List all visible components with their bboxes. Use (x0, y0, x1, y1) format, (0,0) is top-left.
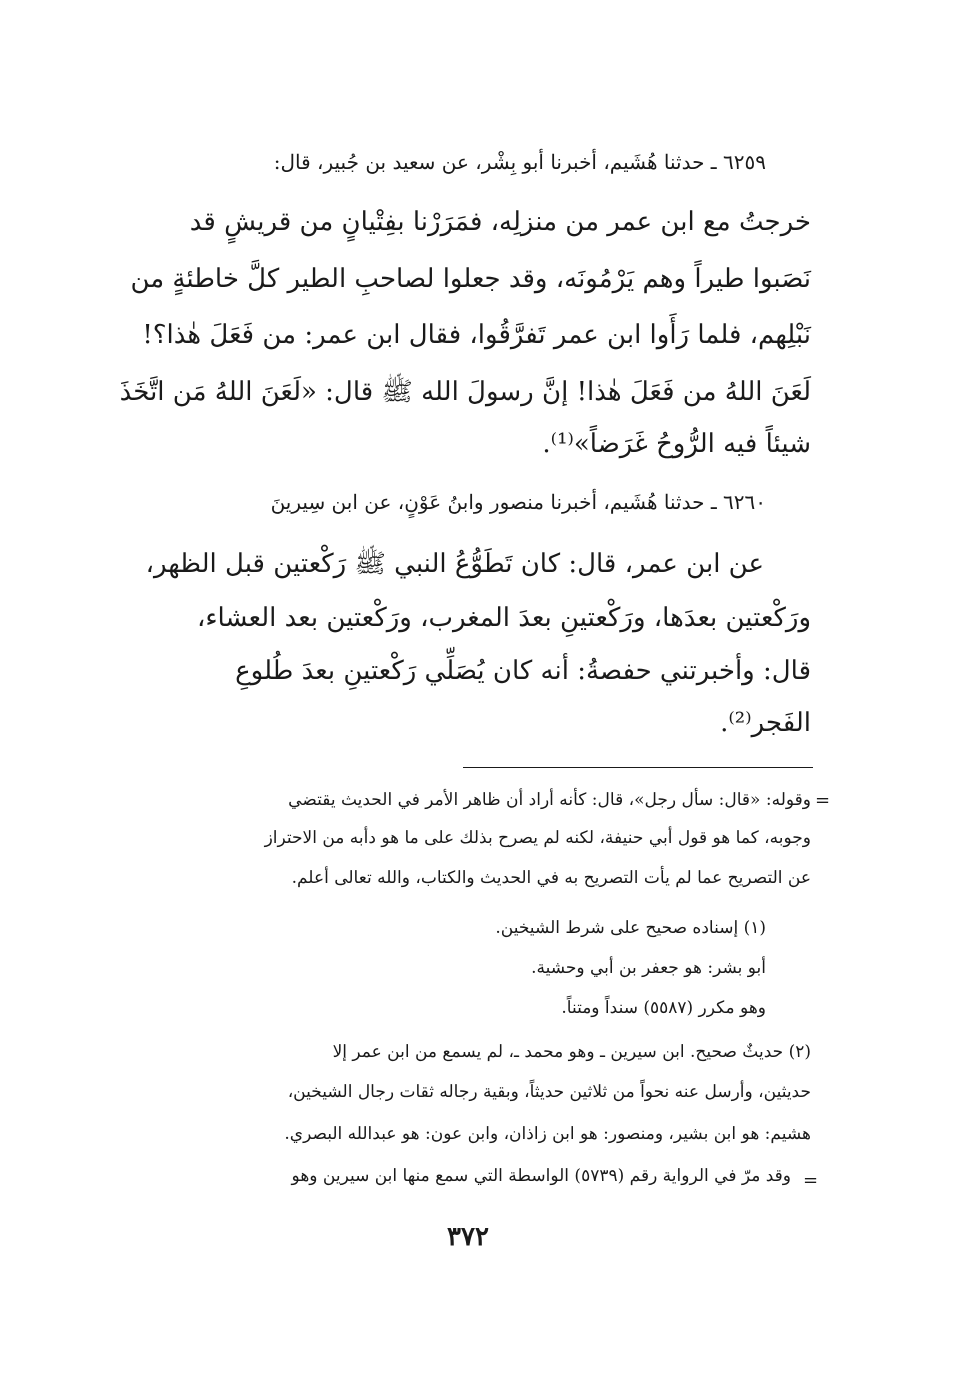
footnote-2-line-2: حديثين، وأرسل عنه نحواً من ثلاثين حديثاً، وبقية رجاله ثقات رجال الشيخين، (287, 1082, 811, 1102)
footnote-1-line-1: (١) إسناده صحيح على شرط الشيخين. (495, 918, 766, 938)
hadith-6259-header: ٦٢٥٩ ـ حدثنا هُشَيم، أخبرنا أبو بِشْر، عن سعيد بن جُبير، قال: (273, 150, 766, 174)
hadith-6260-line-4: الفَجر⁽²⁾. (720, 708, 811, 738)
footnote-continued-line-3: عن التصريح عما لم يأت التصريح به في الحديث والكتاب، والله تعالى أعلم. (291, 868, 811, 888)
footnote-1-line-3: وهو مكرر (٥٥٨٧) سنداً ومتناً. (561, 998, 766, 1018)
hadith-6260-header: ٦٢٦٠ ـ حدثنا هُشَيم، أخبرنا منصور وابنُ عَوْنٍ، عن ابن سِيرينَ (270, 490, 766, 514)
hadith-6260-line-3: قال: وأخبرتني حفصةُ: أنه كان يُصَلِّي رَكْعتينِ بعدَ طُلوعِ (235, 656, 811, 686)
hadith-6259-line-3: نَبْلِهم، فلما رَأَوا ابن عمر تَفرَّقُوا، فقال ابن عمر: من فَعَلَ هٰذا؟! (142, 320, 811, 350)
footnote-continued-line-1: وقوله: «قال: سأل رجل»، قال: كأنه أراد أن ظاهر الأمر في الحديث يقتضي (288, 790, 811, 810)
hadith-6259-line-4: لَعَنَ اللهُ من فَعَلَ هٰذا! إنَّ رسولَ الله ﷺ قال: «لَعَنَ اللهُ مَن اتَّخَذَ (119, 377, 811, 407)
continued-marker-top: = (815, 790, 831, 811)
hadith-6259-line-1: خرجتُ مع ابن عمر من منزلِه، فمَرَرْنا بفِتْيانٍ من قريشٍ قد (189, 207, 811, 237)
footnote-continued-line-2: وجوبه، كما هو قول أبي حنيفة، لكنه لم يصرح بذلك على ما هو دأبه من الاحتراز (264, 828, 811, 848)
hadith-6260-line-1: عن ابن عمر، قال: كان تَطَوُّعُ النبي ﷺ رَكْعتين قبل الظهر، (145, 549, 764, 579)
footnote-1-line-2: أبو بشر: هو جعفر بن أبي وحشية. (531, 958, 766, 978)
continued-marker-bottom: = (803, 1170, 819, 1191)
footnote-2-line-3: هشيم: هو ابن بشير، ومنصور: هو ابن زاذان، وابن عون: هو عبدالله البصري. (284, 1124, 811, 1144)
footnote-2-line-4: وقد مرّ في الرواية رقم (٥٧٣٩) الواسطة التي سمع منها ابن سيرين وهو (291, 1166, 791, 1186)
page-number: ٣٧٢ (447, 1222, 489, 1252)
hadith-6260-line-2: ورَكْعتين بعدَها، ورَكْعتينِ بعدَ المغرب، ورَكْعتين بعد العشاء، (196, 603, 811, 633)
footnote-2-line-1: (٢) حديثٌ صحيح. ابن سيرين ـ وهو محمد ـ، لم يسمع من ابن عمر إلا (332, 1042, 811, 1062)
hadith-6259-line-5: شيئاً فيه الرُّوحُ غَرَضاً»⁽¹⁾. (542, 429, 811, 459)
footnote-separator (463, 767, 813, 768)
hadith-6259-line-2: نَصَبوا طيراً وهم يَرْمُونَه، وقد جعلوا لصاحبِ الطير كلَّ خاطئةٍ من (130, 264, 811, 294)
